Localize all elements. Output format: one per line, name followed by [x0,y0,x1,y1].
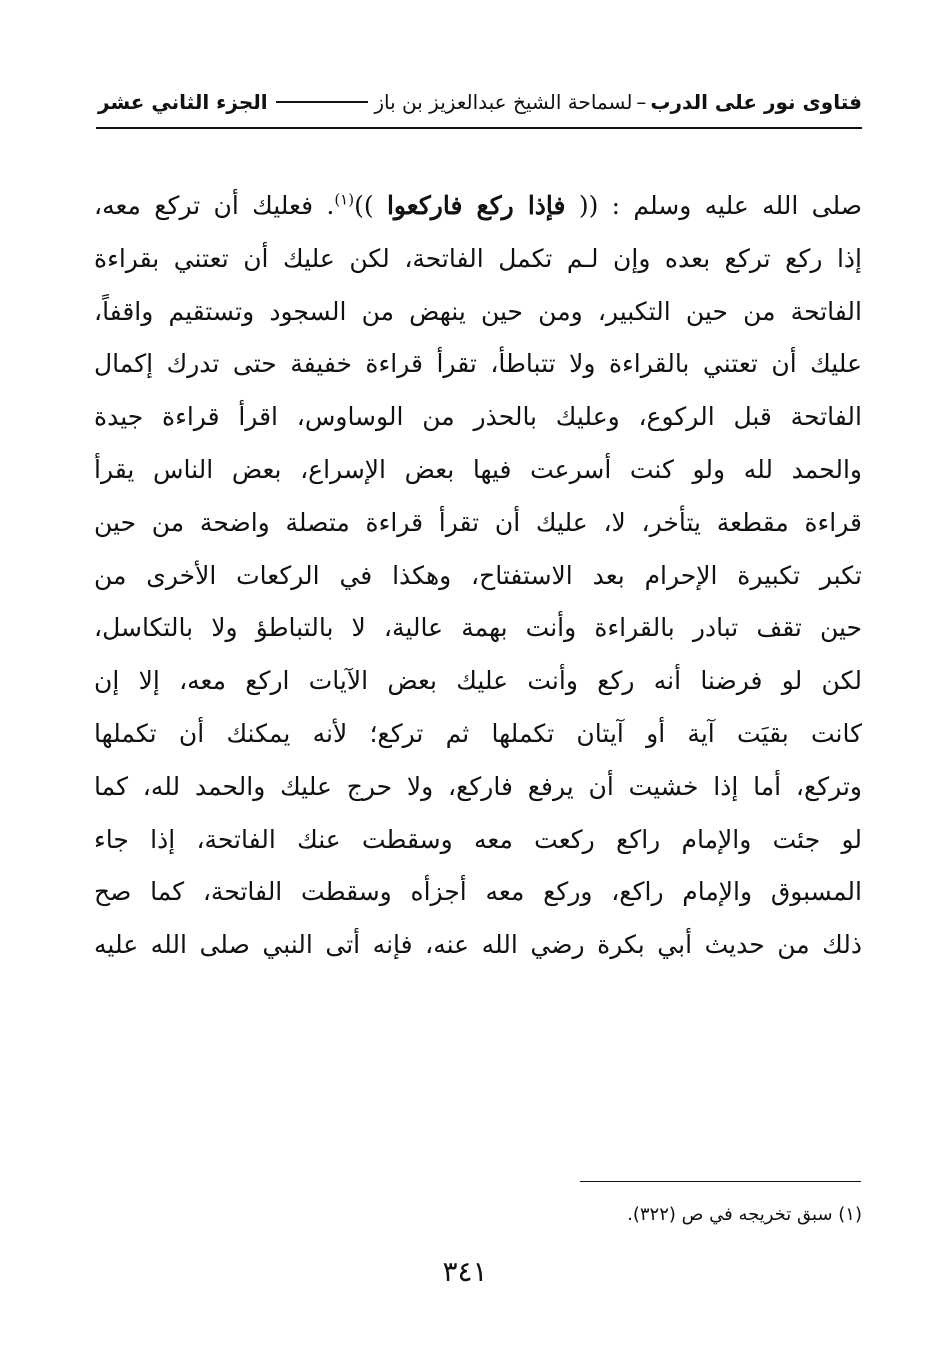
hadith-quote: فإذا ركع فاركعوا [386,191,566,220]
body-line-1 [94,180,862,233]
footnote-divider [580,1181,861,1182]
header-author: لسماحة الشيخ عبدالعزيز بن باز [374,90,633,114]
body-line-8: تكبر تكبيرة الإحرام بعد الاستفتاح، وهكذا في الركعات الأخرى من [94,560,862,590]
body-line-4: عليك أن تعتني بالقراءة ولا تتباطأ، تقرأ قراءة خفيفة حتى تدرك إكمال [94,349,862,379]
body-line-6: والحمد لله ولو كنت أسرعت فيها بعض الإسراع، بعض الناس يقرأ [94,454,862,484]
body-line-12: وتركع، أما إذا خشيت أن يرفع فاركع، ولا حرج عليك والحمد لله، كما [94,771,862,801]
body-line-5: الفاتحة قبل الركوع، وعليك بالحذر من الوساوس، اقرأ قراءة جيدة [94,402,862,432]
body-line-13: لو جئت والإمام راكع ركعت معه وسقطت عنك الفاتحة، إذا جاء [94,824,862,854]
body-line-11: كانت بقيَت آية أو آيتان تكملها ثم تركع؛ لأنه يمكنك أن تكملها [94,718,862,748]
body-line-15: ذلك من حديث أبي بكرة رضي الله عنه، فإنه أتى النبي صلى الله عليه [94,930,862,960]
running-header [98,82,862,122]
body-line-10: لكن لو فرضنا أنه ركع وأنت عليك بعض الآيات اركع معه، إلا إن [94,666,862,696]
body-line-14: المسبوق والإمام راكع، وركع معه أجزأه وسقطت الفاتحة، كما صح [94,877,862,907]
body-text [94,180,862,972]
body-line-7: قراءة مقطعة يتأخر، لا، عليك أن تقرأ قراءة متصلة واضحة من حين [94,507,862,537]
header-separator: – [636,90,647,114]
header-dash-rule [276,101,369,103]
line-1-continuation: . فعليك أن تركع معه، [94,191,335,220]
body-line-9: حين تقف تبادر بالقراءة وأنت بهمة عالية، لا بالتباطؤ ولا بالتكاسل، [94,613,862,643]
page-number: ٣٤١ [442,1255,488,1288]
footnote-reference: (١) [334,190,355,209]
header-divider [96,127,862,129]
quote-close: )) [354,191,374,220]
body-line-2: إذا ركع تركع بعده وإن لـم تكمل الفاتحة، لكن عليك أن تعتني بقراءة [94,243,862,273]
header-book-title: فتاوى نور على الدرب [650,90,862,114]
body-line-3: الفاتحة من حين التكبير، ومن حين ينهض من السجود وتستقيم واقفاً، [94,296,862,326]
header-volume: الجزء الثاني عشر [98,90,268,114]
line-1-intro: صلى الله عليه وسلم : (( [578,191,862,220]
footnote: (١) سبق تخريجه في ص (٣٢٢). [627,1204,862,1225]
